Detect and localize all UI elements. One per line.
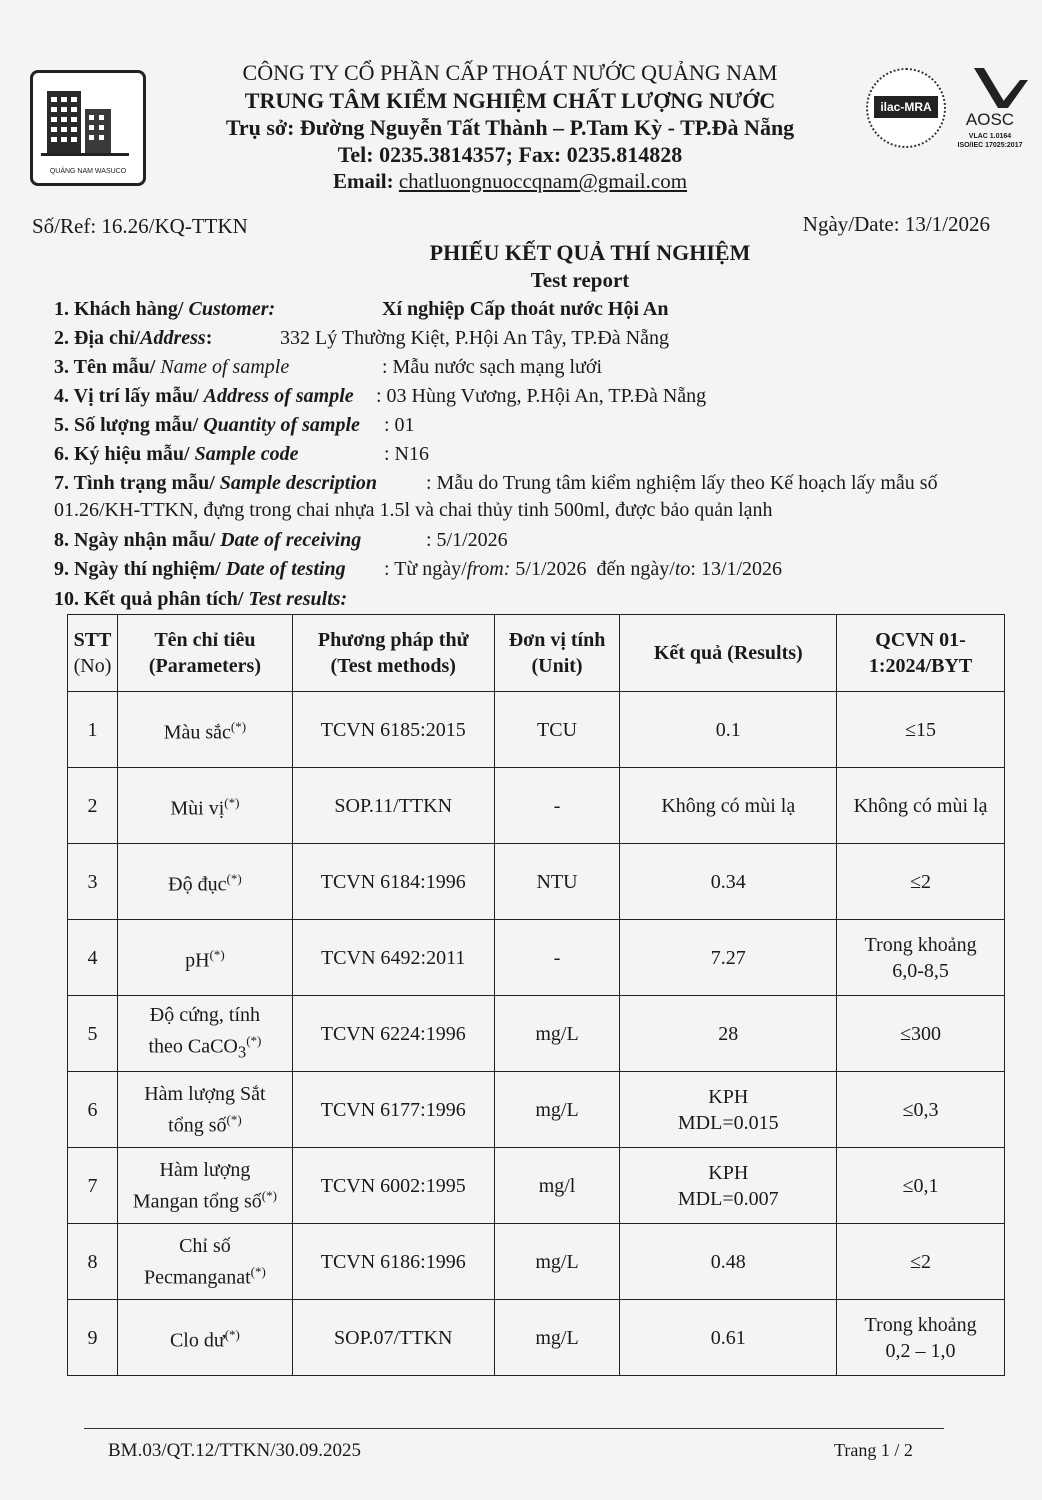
aosc-label: AOSC <box>965 110 1015 129</box>
col-unit: Đơn vị tính (Unit) <box>494 615 620 692</box>
table-row: 6 Hàm lượng Sắt tổng số(*) TCVN 6177:1996 mg/L KPH MDL=0.015 ≤0,3 <box>68 1072 1005 1148</box>
col-no: STT (No) <box>68 615 118 692</box>
email-label: Email: <box>332 169 394 193</box>
aosc-chevron-icon <box>950 66 1030 110</box>
company-logo <box>30 70 146 186</box>
page-number: Trang 1 / 2 <box>834 1440 913 1460</box>
report-subtitle: Test report <box>530 268 630 292</box>
table-row: 7 Hàm lượng Mangan tổng số(*) TCVN 6002:1995 mg/l KPH MDL=0.007 ≤0,1 <box>68 1148 1005 1224</box>
info-receive-date: 8. Ngày nhận mẫu/ Date of receiving : 5/1/2026 <box>54 529 508 551</box>
table-row: 4 pH(*) TCVN 6492:2011 - 7.27 Trong khoảng 6,0-8,5 <box>68 920 1005 996</box>
center-name: TRUNG TÂM KIỂM NGHIỆM CHẤT LƯỢNG NƯỚC <box>244 88 776 113</box>
info-customer: 1. Khách hàng/ Customer: Xí nghiệp Cấp thoát nước Hội An <box>54 298 669 320</box>
results-table <box>67 614 1005 1376</box>
table-row: 3 Độ đục(*) TCVN 6184:1996 NTU 0.34 ≤2 <box>68 844 1005 920</box>
info-results-label: 10. Kết quả phân tích/ Test results: <box>54 588 348 610</box>
aosc-sub: VLAC 1.0164 ISO/IEC 17025:2017 <box>957 133 1023 149</box>
col-standard: QCVN 01- 1:2024/BYT <box>837 615 1005 692</box>
footer-divider <box>84 1428 944 1429</box>
col-method: Phương pháp thử (Test methods) <box>292 615 494 692</box>
info-quantity: 5. Số lượng mẫu/ Quantity of sample : 01 <box>54 414 415 436</box>
logo-caption: QUẢNG NAM WASUCO <box>49 168 127 175</box>
col-param: Tên chỉ tiêu (Parameters) <box>117 615 292 692</box>
company-name: CÔNG TY CỔ PHẦN CẤP THOÁT NƯỚC QUẢNG NAM <box>242 60 778 85</box>
info-description-cont: 01.26/KH-TTKN, đựng trong chai nhựa 1.5l và chai thủy tinh 500ml, được bảo quản lạnh <box>54 499 773 521</box>
company-building-logo-icon <box>33 73 137 177</box>
info-description: 7. Tình trạng mẫu/ Sample description : Mẫu do Trung tâm kiểm nghiệm lấy theo Kế hoạch lấy mẫu số <box>54 472 938 494</box>
info-address: 2. Địa chỉ/Address: 332 Lý Thường Kiệt, P.Hội An Tây, TP.Đà Nẵng <box>54 327 670 349</box>
ilac-mra-icon: ilac-MRA <box>874 96 938 118</box>
table-row: 5 Độ cứng, tính theo CaCO$_3$(*) TCVN 6224:1996 mg/L 28 ≤300 <box>68 996 1005 1072</box>
aosc-logo <box>950 66 1030 156</box>
table-row: 8 Chỉ số Pecmanganat(*) TCVN 6186:1996 mg/L 0.48 ≤2 <box>68 1224 1005 1300</box>
table-header-row <box>68 615 1005 692</box>
info-testing-date: 9. Ngày thí nghiệm/ Date of testing : Từ ngày/from: 5/1/2026 đến ngày/to: 13/1/2026 <box>54 558 783 580</box>
report-title: PHIẾU KẾT QUẢ THÍ NGHIỆM <box>429 240 751 265</box>
table-row: 1 Màu sắc(*) TCVN 6185:2015 TCU 0.1 ≤15 <box>68 692 1005 768</box>
report-date: Ngày/Date: 13/1/2026 <box>802 212 990 236</box>
table-row: 9 Clo dư(*) SOP.07/TTKN mg/L 0.61 Trong khoảng 0,2 – 1,0 <box>68 1300 1005 1376</box>
info-sample-location: 4. Vị trí lấy mẫu/ Address of sample : 03 Hùng Vương, P.Hội An, TP.Đà Nẵng <box>54 385 707 407</box>
report-ref: Số/Ref: 16.26/KQ-TTKN <box>32 214 248 238</box>
info-sample-code: 6. Ký hiệu mẫu/ Sample code : N16 <box>54 443 429 465</box>
info-sample-name: 3. Tên mẫu/ Name of sample : Mẫu nước sạch mạng lưới <box>54 356 603 378</box>
form-code: BM.03/QT.12/TTKN/30.09.2025 <box>108 1440 361 1461</box>
header-contact: Tel: 0235.3814357; Fax: 0235.814828 <box>337 142 683 167</box>
email-link[interactable]: chatluongnuoccqnam@gmail.com <box>398 169 688 193</box>
ilac-mra-logo <box>866 68 946 148</box>
header-address: Trụ sở: Đường Nguyễn Tất Thành – P.Tam Kỳ - TP.Đà Nẵng <box>225 115 795 140</box>
header-email <box>160 169 860 194</box>
table-row: 2 Mùi vị(*) SOP.11/TTKN - Không có mùi lạ Không có mùi lạ <box>68 768 1005 844</box>
col-result: Kết quả (Results) <box>620 615 837 692</box>
